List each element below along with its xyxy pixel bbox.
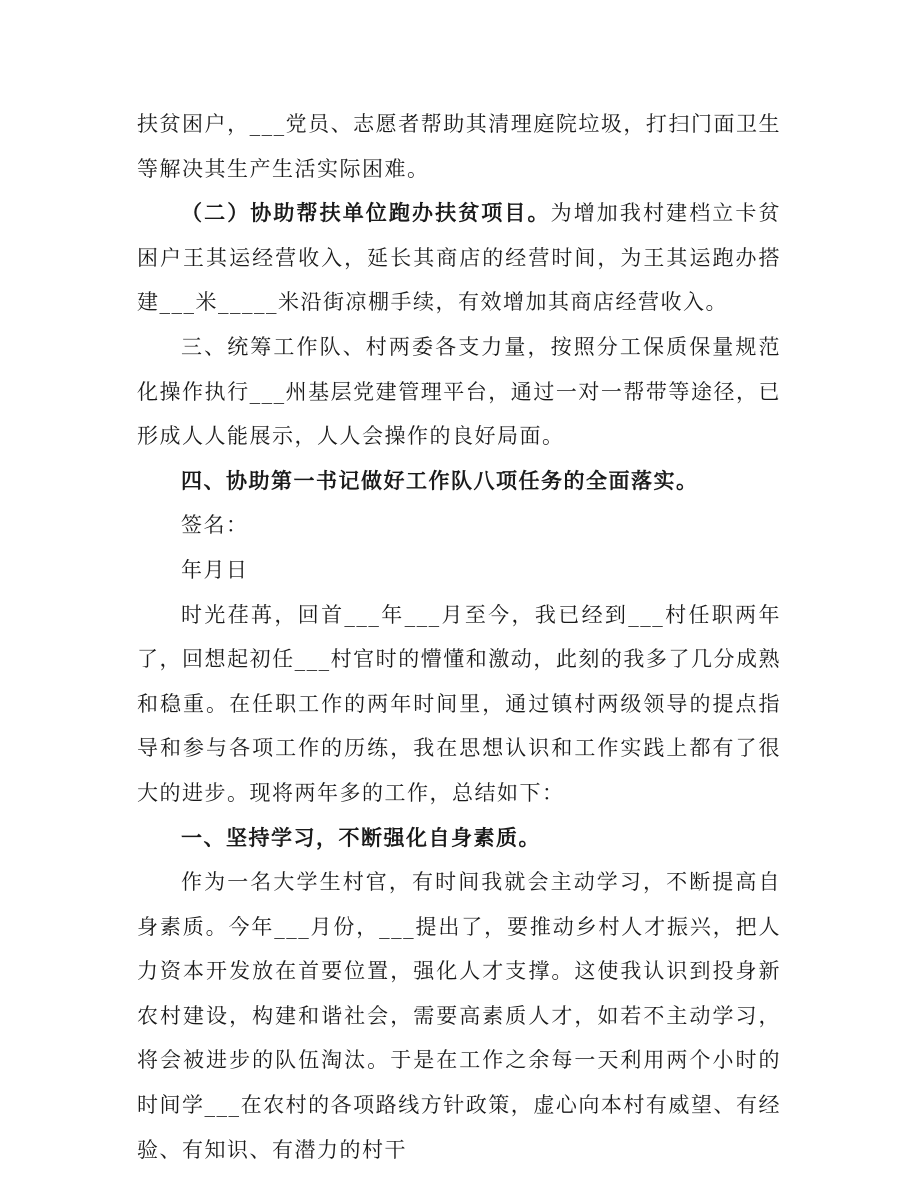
paragraph-text: 时光荏苒，回首___年___月至今，我已经到___村任职两年了，回想起初任___村官时的懵懂和激动，此刻的我多了几分成熟和稳重。在任职工作的两年时间里，通过镇村两级领导的提点指导和参与各项工作的历练，我在思想认识和工作实践上都有了很大的进步。现将两年多的工作，总结如下： xyxy=(137,602,781,805)
paragraph-text: 作为一名大学生村官，有时间我就会主动学习，不断提高自身素质。今年___月份，___提出了，要推动乡村人才振兴，把人力资本开发放在首要位置，强化人才支撑。这使我认识到投身新农村建设，构建和谐社会，需要高素质人才，如若不主动学习，将会被进步的队伍淘汰。于是在工作之余每一天利用两个小时的时间学___在农村的各项路线方针政策，虚心向本村有威望、有经验、有知识、有潜力的村干 xyxy=(137,870,781,1162)
section-heading-four xyxy=(137,459,781,504)
paragraph-continuation xyxy=(137,102,781,191)
signature-label xyxy=(137,503,781,548)
paragraph-text: 扶贫困户，___党员、志愿者帮助其清理庭院垃圾，打扫门面卫生等解决其生产生活实际困难。 xyxy=(137,112,781,181)
date-line xyxy=(137,548,781,593)
date-text: 年月日 xyxy=(181,557,249,582)
heading-text: 四、协助第一书记做好工作队八项任务的全面落实。 xyxy=(181,467,699,493)
signature-text: 签名： xyxy=(181,513,249,538)
paragraph-text: 为增加我村建档立卡贫困户王其运经营收入，延长其商店的经营时间，为王其运跑办搭建___米_____米沿街凉棚手续，有效增加其商店经营收入。 xyxy=(137,201,782,315)
document-body xyxy=(137,102,781,1172)
section-heading-project: （二）协助帮扶单位跑办扶贫项目。 xyxy=(181,200,551,226)
paragraph-coordination xyxy=(137,325,781,459)
heading-text: 一、坚持学习，不断强化自身素质。 xyxy=(181,824,541,850)
paragraph-study xyxy=(137,860,781,1172)
paragraph-project-assist xyxy=(137,191,781,325)
paragraph-intro xyxy=(137,593,781,816)
section-heading-one xyxy=(137,816,781,861)
paragraph-text: 三、统筹工作队、村两委各支力量，按照分工保质保量规范化操作执行___州基层党建管理平台，通过一对一帮带等途径，已形成人人能展示，人人会操作的良好局面。 xyxy=(137,334,781,449)
